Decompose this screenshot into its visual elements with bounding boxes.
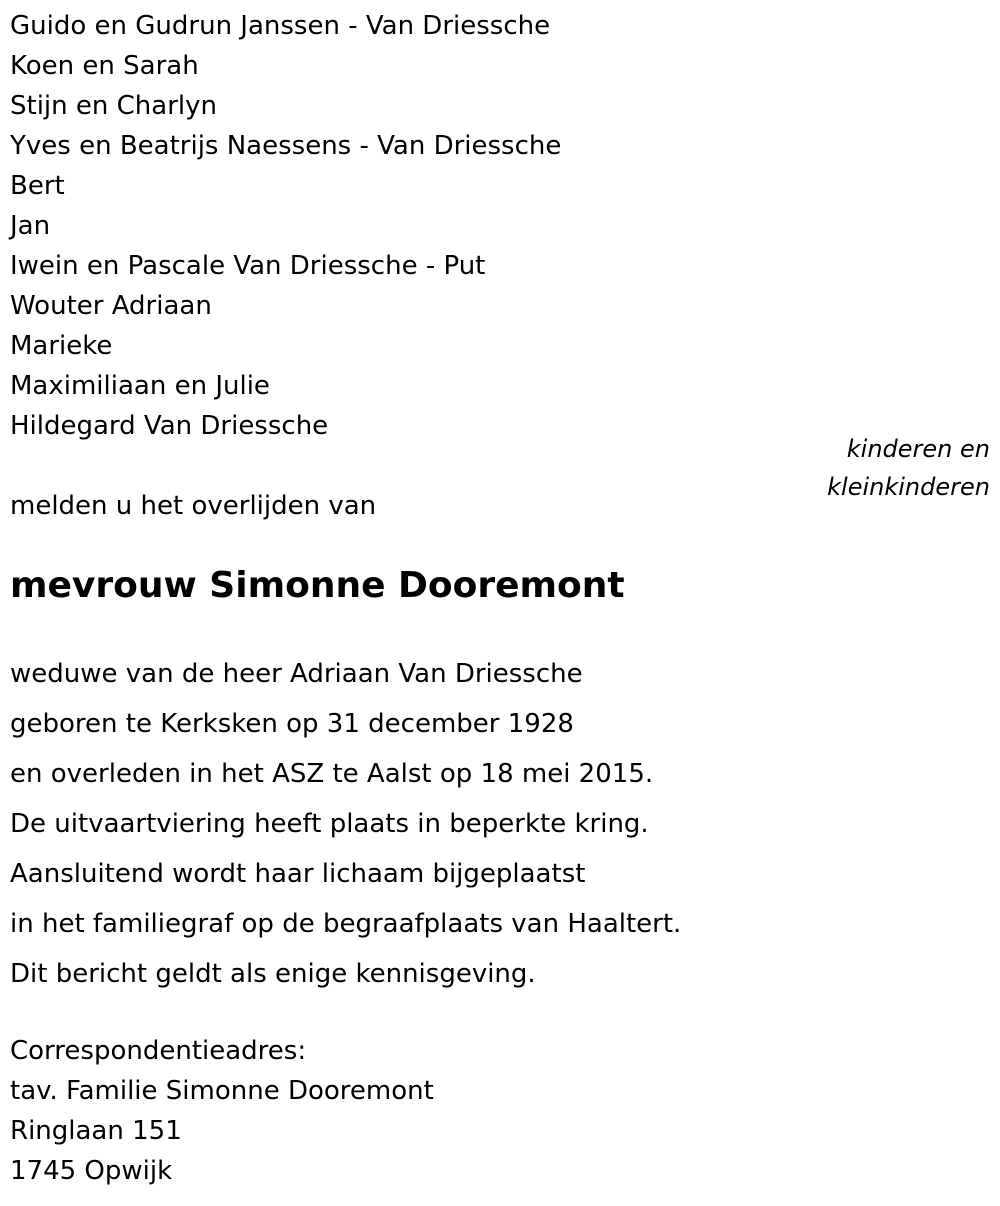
detail-line: in het familiegraf op de begraafplaats van Haaltert. [10, 909, 682, 939]
family-member: Stijn en Charlyn [10, 91, 217, 121]
deceased-name: mevrouw Simonne Dooremont [10, 565, 625, 606]
detail-line: Dit bericht geldt als enige kennisgeving. [10, 959, 536, 989]
family-member: Yves en Beatrijs Naessens - Van Driessche [10, 131, 562, 161]
address-heading: Correspondentieadres: [10, 1036, 307, 1066]
family-member: Iwein en Pascale Van Driessche - Put [10, 251, 486, 281]
detail-line: De uitvaartviering heeft plaats in beperkte kring. [10, 809, 649, 839]
address-recipient: tav. Familie Simonne Dooremont [10, 1076, 434, 1106]
address-city: 1745 Opwijk [10, 1156, 173, 1186]
relation-line: kleinkinderen [827, 473, 990, 501]
family-member: Bert [10, 171, 65, 201]
family-member: Guido en Gudrun Janssen - Van Driessche [10, 11, 551, 41]
family-member: Hildegard Van Driessche [10, 411, 329, 441]
family-list [10, 6, 561, 446]
family-member: Marieke [10, 331, 113, 361]
address-street: Ringlaan 151 [10, 1116, 182, 1146]
family-member: Jan [10, 211, 51, 241]
family-member: Koen en Sarah [10, 51, 199, 81]
relation-label [827, 430, 990, 506]
details-list [10, 649, 681, 999]
relation-line: kinderen en [846, 435, 990, 463]
detail-line: weduwe van de heer Adriaan Van Driessche [10, 659, 583, 689]
detail-line: Aansluitend wordt haar lichaam bijgeplaatst [10, 859, 586, 889]
family-member: Wouter Adriaan [10, 291, 212, 321]
detail-line: geboren te Kerksken op 31 december 1928 [10, 709, 574, 739]
family-member: Maximiliaan en Julie [10, 371, 270, 401]
correspondence-address [10, 1031, 434, 1191]
announcement-text: melden u het overlijden van [10, 491, 377, 521]
detail-line: en overleden in het ASZ te Aalst op 18 mei 2015. [10, 759, 654, 789]
